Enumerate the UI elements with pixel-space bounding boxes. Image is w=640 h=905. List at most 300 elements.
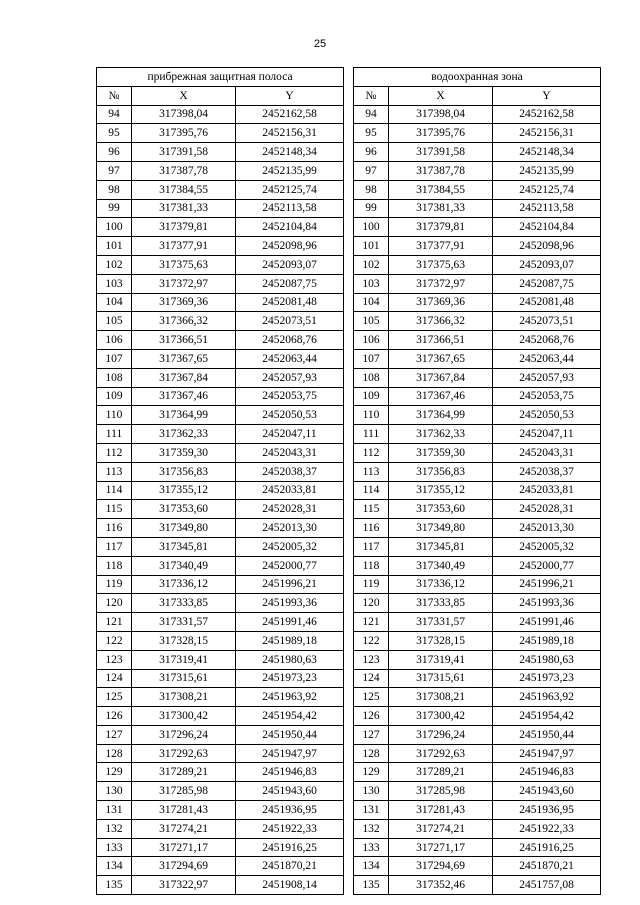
right-cell-num: 106	[354, 331, 389, 350]
right-cell-num: 114	[354, 481, 389, 500]
right-cell-y: 2451954,42	[493, 707, 601, 726]
column-gap	[344, 763, 354, 782]
left-cell-y: 2451870,21	[236, 857, 344, 876]
right-cell-y: 2451963,92	[493, 688, 601, 707]
table-row	[97, 631, 601, 650]
left-cell-num: 130	[97, 782, 132, 801]
right-cell-x: 317367,84	[389, 368, 493, 387]
left-cell-y: 2451991,46	[236, 613, 344, 632]
right-cell-x: 317387,78	[389, 161, 493, 180]
left-cell-y: 2452087,75	[236, 274, 344, 293]
right-cell-x: 317271,17	[389, 838, 493, 857]
right-cell-num: 115	[354, 500, 389, 519]
right-cell-y: 2451973,23	[493, 669, 601, 688]
column-gap	[344, 105, 354, 124]
column-gap	[344, 143, 354, 162]
table-row	[97, 537, 601, 556]
right-cell-x: 317391,58	[389, 143, 493, 162]
table-row	[97, 801, 601, 820]
column-gap	[344, 237, 354, 256]
column-gap	[344, 443, 354, 462]
right-cell-num: 119	[354, 575, 389, 594]
column-gap	[344, 293, 354, 312]
column-gap	[344, 707, 354, 726]
left-cell-num: 124	[97, 669, 132, 688]
right-cell-num: 135	[354, 876, 389, 895]
right-cell-num: 95	[354, 124, 389, 143]
right-cell-num: 127	[354, 725, 389, 744]
left-cell-x: 317395,76	[132, 124, 236, 143]
column-gap	[344, 575, 354, 594]
left-cell-num: 94	[97, 105, 132, 124]
column-gap	[344, 481, 354, 500]
table-row	[97, 857, 601, 876]
left-cell-num: 116	[97, 519, 132, 538]
left-cell-y: 2451954,42	[236, 707, 344, 726]
left-cell-y: 2451916,25	[236, 838, 344, 857]
left-cell-x: 317367,84	[132, 368, 236, 387]
left-cell-y: 2452135,99	[236, 161, 344, 180]
table-row	[97, 368, 601, 387]
table-row	[97, 312, 601, 331]
left-cell-x: 317372,97	[132, 274, 236, 293]
left-cell-x: 317296,24	[132, 725, 236, 744]
column-gap	[344, 782, 354, 801]
right-cell-x: 317384,55	[389, 180, 493, 199]
left-cell-num: 108	[97, 368, 132, 387]
right-cell-x: 317398,04	[389, 105, 493, 124]
right-cell-y: 2451950,44	[493, 725, 601, 744]
left-cell-num: 126	[97, 707, 132, 726]
right-cell-y: 2451943,60	[493, 782, 601, 801]
left-cell-y: 2452057,93	[236, 368, 344, 387]
table-row	[97, 387, 601, 406]
left-cell-y: 2452148,34	[236, 143, 344, 162]
right-cell-y: 2451916,25	[493, 838, 601, 857]
left-cell-x: 317331,57	[132, 613, 236, 632]
table-row	[97, 763, 601, 782]
right-cell-y: 2452043,31	[493, 443, 601, 462]
right-cell-y: 2452135,99	[493, 161, 601, 180]
column-gap	[344, 838, 354, 857]
left-cell-y: 2451989,18	[236, 631, 344, 650]
right-cell-x: 317285,98	[389, 782, 493, 801]
left-cell-num: 106	[97, 331, 132, 350]
left-cell-num: 111	[97, 425, 132, 444]
right-cell-y: 2452093,07	[493, 255, 601, 274]
right-cell-num: 97	[354, 161, 389, 180]
right-cell-x: 317315,61	[389, 669, 493, 688]
right-cell-num: 133	[354, 838, 389, 857]
left-cell-y: 2451936,95	[236, 801, 344, 820]
table-row	[97, 124, 601, 143]
left-col-num-header: №	[97, 86, 132, 105]
left-cell-x: 317349,80	[132, 519, 236, 538]
left-cell-y: 2452081,48	[236, 293, 344, 312]
right-cell-num: 94	[354, 105, 389, 124]
left-cell-x: 317322,97	[132, 876, 236, 895]
left-cell-num: 112	[97, 443, 132, 462]
left-cell-x: 317367,65	[132, 349, 236, 368]
right-cell-x: 317381,33	[389, 199, 493, 218]
table-row	[97, 293, 601, 312]
table-row	[97, 744, 601, 763]
right-cell-x: 317366,51	[389, 331, 493, 350]
right-cell-num: 96	[354, 143, 389, 162]
right-cell-num: 111	[354, 425, 389, 444]
right-cell-x: 317364,99	[389, 406, 493, 425]
right-cell-x: 317336,12	[389, 575, 493, 594]
right-cell-x: 317356,83	[389, 462, 493, 481]
left-cell-num: 135	[97, 876, 132, 895]
left-cell-x: 317369,36	[132, 293, 236, 312]
right-cell-num: 113	[354, 462, 389, 481]
right-cell-x: 317294,69	[389, 857, 493, 876]
right-cell-y: 2451870,21	[493, 857, 601, 876]
right-cell-x: 317340,49	[389, 556, 493, 575]
left-cell-x: 317355,12	[132, 481, 236, 500]
left-cell-y: 2451993,36	[236, 594, 344, 613]
left-cell-y: 2452073,51	[236, 312, 344, 331]
column-gap	[344, 857, 354, 876]
right-cell-num: 116	[354, 519, 389, 538]
left-cell-num: 120	[97, 594, 132, 613]
left-cell-x: 317384,55	[132, 180, 236, 199]
right-cell-y: 2452148,34	[493, 143, 601, 162]
right-col-x-header: X	[389, 86, 493, 105]
right-cell-y: 2451996,21	[493, 575, 601, 594]
column-gap	[344, 331, 354, 350]
right-cell-y: 2452073,51	[493, 312, 601, 331]
table-row	[97, 575, 601, 594]
right-cell-num: 123	[354, 650, 389, 669]
right-cell-y: 2452050,53	[493, 406, 601, 425]
right-col-num-header: №	[354, 86, 389, 105]
column-gap	[344, 387, 354, 406]
right-cell-x: 317296,24	[389, 725, 493, 744]
table-row	[97, 425, 601, 444]
right-cell-num: 103	[354, 274, 389, 293]
table-row	[97, 406, 601, 425]
left-cell-x: 317289,21	[132, 763, 236, 782]
right-cell-num: 110	[354, 406, 389, 425]
column-gap	[344, 180, 354, 199]
right-cell-num: 134	[354, 857, 389, 876]
left-cell-x: 317367,46	[132, 387, 236, 406]
right-cell-num: 125	[354, 688, 389, 707]
left-cell-x: 317336,12	[132, 575, 236, 594]
right-cell-x: 317352,46	[389, 876, 493, 895]
left-section-header: прибрежная защитная полоса	[97, 68, 344, 87]
right-cell-x: 317353,60	[389, 500, 493, 519]
right-cell-y: 2452113,58	[493, 199, 601, 218]
left-cell-num: 99	[97, 199, 132, 218]
table-row	[97, 161, 601, 180]
right-cell-y: 2451991,46	[493, 613, 601, 632]
column-gap	[344, 274, 354, 293]
right-cell-y: 2452000,77	[493, 556, 601, 575]
left-cell-num: 113	[97, 462, 132, 481]
column-gap	[344, 801, 354, 820]
table-row	[97, 688, 601, 707]
column-gap	[344, 500, 354, 519]
left-cell-num: 119	[97, 575, 132, 594]
table-row	[97, 199, 601, 218]
column-gap	[344, 124, 354, 143]
left-cell-y: 2451946,83	[236, 763, 344, 782]
left-cell-num: 133	[97, 838, 132, 857]
left-cell-num: 123	[97, 650, 132, 669]
left-cell-x: 317333,85	[132, 594, 236, 613]
left-cell-y: 2452068,76	[236, 331, 344, 350]
left-cell-y: 2452063,44	[236, 349, 344, 368]
table-row	[97, 556, 601, 575]
right-cell-y: 2452068,76	[493, 331, 601, 350]
left-cell-x: 317294,69	[132, 857, 236, 876]
left-cell-x: 317308,21	[132, 688, 236, 707]
coordinates-table	[96, 67, 601, 895]
left-cell-x: 317292,63	[132, 744, 236, 763]
right-cell-num: 104	[354, 293, 389, 312]
right-cell-num: 117	[354, 537, 389, 556]
right-cell-y: 2452156,31	[493, 124, 601, 143]
right-cell-y: 2452087,75	[493, 274, 601, 293]
left-cell-y: 2451947,97	[236, 744, 344, 763]
column-gap	[344, 688, 354, 707]
column-gap	[344, 86, 354, 105]
table-row	[97, 876, 601, 895]
left-cell-y: 2451908,14	[236, 876, 344, 895]
left-cell-num: 105	[97, 312, 132, 331]
left-cell-num: 97	[97, 161, 132, 180]
section-header-row	[97, 68, 601, 87]
left-cell-num: 114	[97, 481, 132, 500]
left-cell-x: 317364,99	[132, 406, 236, 425]
left-cell-num: 131	[97, 801, 132, 820]
right-cell-num: 107	[354, 349, 389, 368]
left-cell-num: 122	[97, 631, 132, 650]
page-number: 25	[313, 38, 327, 50]
column-gap	[344, 349, 354, 368]
right-cell-num: 126	[354, 707, 389, 726]
column-gap	[344, 537, 354, 556]
column-gap	[344, 519, 354, 538]
left-cell-num: 95	[97, 124, 132, 143]
right-cell-num: 120	[354, 594, 389, 613]
left-cell-y: 2452033,81	[236, 481, 344, 500]
left-cell-x: 317375,63	[132, 255, 236, 274]
right-cell-y: 2451980,63	[493, 650, 601, 669]
left-col-x-header: X	[132, 86, 236, 105]
right-cell-num: 122	[354, 631, 389, 650]
table-row	[97, 707, 601, 726]
left-cell-y: 2452013,30	[236, 519, 344, 538]
right-cell-y: 2452125,74	[493, 180, 601, 199]
left-cell-num: 103	[97, 274, 132, 293]
table-row	[97, 443, 601, 462]
table-row	[97, 838, 601, 857]
left-cell-y: 2451980,63	[236, 650, 344, 669]
left-cell-num: 110	[97, 406, 132, 425]
left-cell-y: 2452050,53	[236, 406, 344, 425]
left-cell-y: 2452038,37	[236, 462, 344, 481]
table-row	[97, 349, 601, 368]
left-cell-x: 317398,04	[132, 105, 236, 124]
table-row	[97, 819, 601, 838]
left-cell-num: 125	[97, 688, 132, 707]
right-cell-x: 317345,81	[389, 537, 493, 556]
right-cell-x: 317366,32	[389, 312, 493, 331]
column-gap	[344, 725, 354, 744]
right-cell-y: 2451946,83	[493, 763, 601, 782]
right-cell-num: 108	[354, 368, 389, 387]
right-cell-x: 317292,63	[389, 744, 493, 763]
right-section-header: водоохранная зона	[354, 68, 601, 87]
table-row	[97, 105, 601, 124]
left-cell-num: 121	[97, 613, 132, 632]
column-gap	[344, 631, 354, 650]
left-cell-x: 317300,42	[132, 707, 236, 726]
table-row	[97, 669, 601, 688]
column-gap	[344, 199, 354, 218]
right-cell-x: 317300,42	[389, 707, 493, 726]
left-cell-y: 2452113,58	[236, 199, 344, 218]
right-cell-y: 2452053,75	[493, 387, 601, 406]
right-cell-x: 317377,91	[389, 237, 493, 256]
left-cell-y: 2452053,75	[236, 387, 344, 406]
left-cell-y: 2452125,74	[236, 180, 344, 199]
left-cell-x: 317379,81	[132, 218, 236, 237]
right-cell-y: 2451989,18	[493, 631, 601, 650]
right-cell-x: 317328,15	[389, 631, 493, 650]
left-cell-y: 2452093,07	[236, 255, 344, 274]
right-cell-num: 132	[354, 819, 389, 838]
right-col-y-header: Y	[493, 86, 601, 105]
table-row	[97, 237, 601, 256]
left-cell-y: 2452162,58	[236, 105, 344, 124]
right-cell-y: 2452013,30	[493, 519, 601, 538]
right-cell-y: 2451993,36	[493, 594, 601, 613]
left-cell-x: 317381,33	[132, 199, 236, 218]
left-cell-num: 100	[97, 218, 132, 237]
left-cell-x: 317366,51	[132, 331, 236, 350]
left-cell-x: 317281,43	[132, 801, 236, 820]
right-cell-num: 99	[354, 199, 389, 218]
left-cell-num: 107	[97, 349, 132, 368]
right-cell-num: 129	[354, 763, 389, 782]
left-cell-num: 98	[97, 180, 132, 199]
table-row	[97, 218, 601, 237]
right-cell-x: 317367,46	[389, 387, 493, 406]
right-cell-num: 112	[354, 443, 389, 462]
left-cell-num: 132	[97, 819, 132, 838]
table-row	[97, 462, 601, 481]
right-cell-y: 2452098,96	[493, 237, 601, 256]
left-cell-x: 317366,32	[132, 312, 236, 331]
left-cell-x: 317274,21	[132, 819, 236, 838]
right-cell-num: 121	[354, 613, 389, 632]
right-cell-num: 98	[354, 180, 389, 199]
left-cell-num: 117	[97, 537, 132, 556]
left-cell-num: 134	[97, 857, 132, 876]
left-cell-x: 317359,30	[132, 443, 236, 462]
left-cell-x: 317340,49	[132, 556, 236, 575]
right-cell-x: 317355,12	[389, 481, 493, 500]
table-row	[97, 481, 601, 500]
right-cell-x: 317331,57	[389, 613, 493, 632]
right-cell-x: 317274,21	[389, 819, 493, 838]
right-cell-y: 2452104,84	[493, 218, 601, 237]
table-row	[97, 143, 601, 162]
left-cell-x: 317362,33	[132, 425, 236, 444]
right-cell-x: 317281,43	[389, 801, 493, 820]
right-cell-y: 2452005,32	[493, 537, 601, 556]
right-cell-y: 2452028,31	[493, 500, 601, 519]
table-row	[97, 255, 601, 274]
left-col-y-header: Y	[236, 86, 344, 105]
column-gap	[344, 462, 354, 481]
table-row	[97, 500, 601, 519]
left-cell-x: 317353,60	[132, 500, 236, 519]
table-row	[97, 725, 601, 744]
left-cell-x: 317377,91	[132, 237, 236, 256]
right-cell-x: 317308,21	[389, 688, 493, 707]
left-cell-num: 104	[97, 293, 132, 312]
left-cell-num: 118	[97, 556, 132, 575]
right-cell-x: 317359,30	[389, 443, 493, 462]
left-cell-x: 317319,41	[132, 650, 236, 669]
left-cell-num: 129	[97, 763, 132, 782]
left-cell-x: 317271,17	[132, 838, 236, 857]
left-cell-num: 115	[97, 500, 132, 519]
left-cell-num: 96	[97, 143, 132, 162]
left-cell-y: 2451922,33	[236, 819, 344, 838]
right-cell-num: 131	[354, 801, 389, 820]
right-cell-num: 100	[354, 218, 389, 237]
left-cell-num: 102	[97, 255, 132, 274]
left-cell-y: 2451943,60	[236, 782, 344, 801]
table-row	[97, 613, 601, 632]
column-gap	[344, 876, 354, 895]
left-cell-x: 317391,58	[132, 143, 236, 162]
column-gap	[344, 255, 354, 274]
column-gap	[344, 669, 354, 688]
left-cell-y: 2451996,21	[236, 575, 344, 594]
column-gap	[344, 368, 354, 387]
table-row	[97, 782, 601, 801]
left-cell-num: 127	[97, 725, 132, 744]
right-cell-x: 317395,76	[389, 124, 493, 143]
right-cell-y: 2452033,81	[493, 481, 601, 500]
column-gap	[344, 650, 354, 669]
right-cell-y: 2452057,93	[493, 368, 601, 387]
right-cell-num: 102	[354, 255, 389, 274]
left-cell-y: 2452098,96	[236, 237, 344, 256]
right-cell-y: 2452081,48	[493, 293, 601, 312]
left-cell-y: 2451950,44	[236, 725, 344, 744]
column-gap	[344, 312, 354, 331]
column-gap	[344, 218, 354, 237]
table-row	[97, 650, 601, 669]
left-cell-x: 317315,61	[132, 669, 236, 688]
right-cell-y: 2451947,97	[493, 744, 601, 763]
table-row	[97, 180, 601, 199]
table-row	[97, 594, 601, 613]
table-row	[97, 274, 601, 293]
right-cell-y: 2451936,95	[493, 801, 601, 820]
right-cell-x: 317375,63	[389, 255, 493, 274]
column-gap	[344, 819, 354, 838]
